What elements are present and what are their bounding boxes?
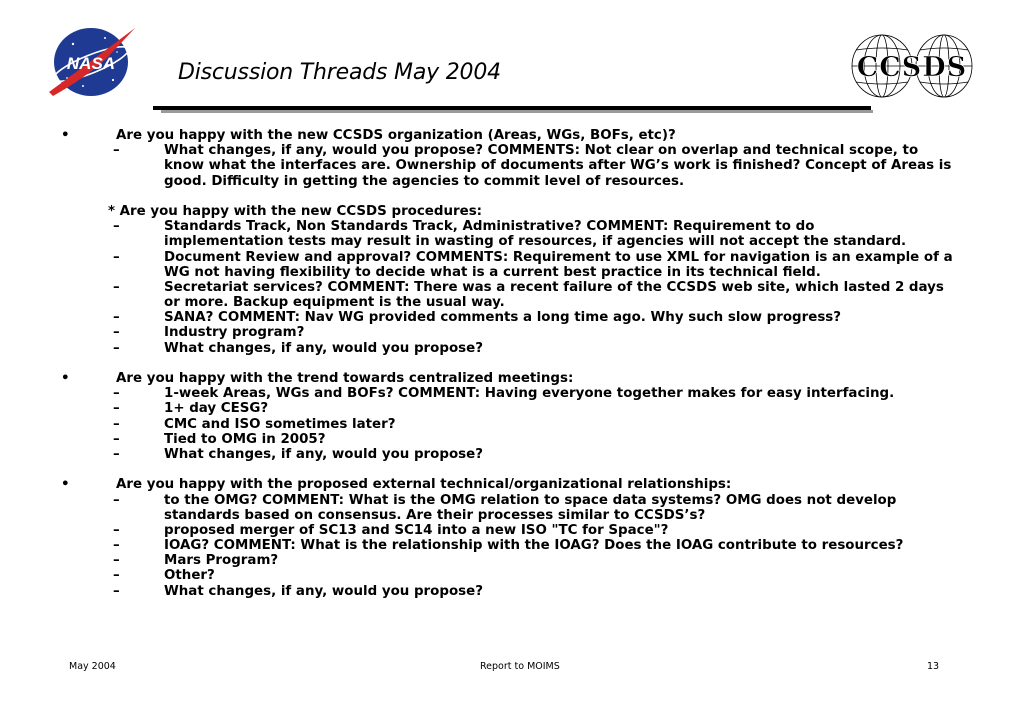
bullet-marker: • [61,371,70,386]
sub-bullet-item [0,523,1024,538]
footer-title: Report to MOIMS [480,661,560,672]
line-text: Secretariat services? COMMENT: There was a recent failure of the CCSDS web site, which lasted 2 days [164,279,944,295]
line-text: Tied to OMG in 2005? [164,431,326,447]
bullet-marker: • [61,128,70,143]
spacer [0,356,1024,371]
sub-bullet-item [0,325,1024,340]
line-text: Are you happy with the proposed external technical/organizational relationships: [116,477,732,493]
line-text: SANA? COMMENT: Nav WG provided comments a long time ago. Why such slow progress? [164,310,842,326]
text-line [0,204,1024,219]
dash-marker: – [113,249,120,265]
sub-bullet-item [0,553,1024,568]
sub-bullet-item [0,143,1024,158]
sub-bullet-item [0,493,1024,508]
sub-bullet-item [0,250,1024,265]
sub-bullet-item [0,234,1024,249]
dash-marker: – [113,325,120,341]
line-text: know what the interfaces are. Ownership of documents after WG’s work is finished? Concept of Areas is [164,158,952,174]
line-text: implementation tests may result in wasting of resources, if agencies will not accept the standard. [164,234,907,250]
sub-bullet-item [0,568,1024,583]
line-text: Are you happy with the trend towards centralized meetings: [116,371,574,386]
dash-marker: – [113,446,120,462]
nasa-logo-text: NASA [66,54,116,73]
dash-marker: – [113,386,120,402]
ccsds-logo-text: CCSDS [856,52,968,83]
bullet-item [0,477,1024,492]
sub-bullet-item [0,432,1024,447]
line-text: Document Review and approval? COMMENTS: Requirement to use XML for navigation is an example of a [164,249,953,265]
dash-marker: – [113,340,120,356]
dash-marker: – [113,492,120,508]
sub-bullet-item [0,265,1024,280]
line-text: proposed merger of SC13 and SC14 into a new ISO "TC for Space"? [164,522,669,538]
bullet-marker: • [61,477,70,493]
line-text: What changes, if any, would you propose? [164,446,483,462]
dash-marker: – [113,401,120,417]
line-text: to the OMG? COMMENT: What is the OMG relation to space data systems? OMG does not develop [164,492,897,508]
line-text: Industry program? [164,325,305,341]
spacer [0,462,1024,477]
sub-bullet-item [0,295,1024,310]
dash-marker: – [113,538,120,554]
dash-marker: – [113,219,120,235]
page-number: 13 [927,661,940,672]
sub-bullet-item [0,158,1024,173]
dash-marker: – [113,416,120,432]
dash-marker: – [113,431,120,447]
sub-bullet-item [0,447,1024,462]
sub-bullet-item [0,386,1024,401]
slide-body [0,128,1024,599]
slide-title: Discussion Threads May 2004 [178,60,501,85]
line-text: IOAG? COMMENT: What is the relationship with the IOAG? Does the IOAG contribute to resources? [164,538,904,554]
line-text: What changes, if any, would you propose? [164,583,483,599]
line-text: What changes, if any, would you propose? [164,340,483,356]
bullet-item [0,128,1024,143]
dash-marker: – [113,522,120,538]
sub-bullet-item [0,341,1024,356]
spacer [0,189,1024,204]
title-rule-shadow [161,110,873,113]
dash-marker: – [113,310,120,326]
sub-bullet-item [0,538,1024,553]
line-text: WG not having flexibility to decide what is a current best practice in its technical field. [164,264,821,280]
line-text: What changes, if any, would you propose? COMMENTS: Not clear on overlap and technical scope, to [164,143,919,159]
line-text: Other? [164,568,215,584]
sub-bullet-item [0,174,1024,189]
dash-marker: – [113,553,120,569]
sub-bullet-item [0,417,1024,432]
sub-bullet-item [0,584,1024,599]
line-text: 1-week Areas, WGs and BOFs? COMMENT: Having everyone together makes for easy interfacing. [164,386,895,402]
line-text: Are you happy with the new CCSDS organization (Areas, WGs, BOFs, etc)? [116,128,676,143]
dash-marker: – [113,143,120,159]
bullet-item [0,371,1024,386]
line-text: 1+ day CESG? [164,401,269,417]
line-text: or more. Backup equipment is the usual way. [164,295,505,311]
line-text: CMC and ISO sometimes later? [164,416,396,432]
sub-bullet-item [0,280,1024,295]
sub-bullet-item [0,401,1024,416]
line-text: * Are you happy with the new CCSDS procedures: [108,203,483,219]
dash-marker: – [113,279,120,295]
line-text: Mars Program? [164,553,279,569]
footer-date: May 2004 [69,661,116,672]
line-text: Standards Track, Non Standards Track, Administrative? COMMENT: Requirement to do [164,219,815,235]
line-text: standards based on consensus. Are their processes similar to CCSDS’s? [164,507,706,523]
sub-bullet-item [0,508,1024,523]
nasa-logo [43,22,143,102]
dash-marker: – [113,583,120,599]
line-text: good. Difficulty in getting the agencies to commit level of resources. [164,173,685,189]
sub-bullet-item [0,219,1024,234]
ccsds-logo [848,32,976,100]
dash-marker: – [113,568,120,584]
sub-bullet-item [0,310,1024,325]
